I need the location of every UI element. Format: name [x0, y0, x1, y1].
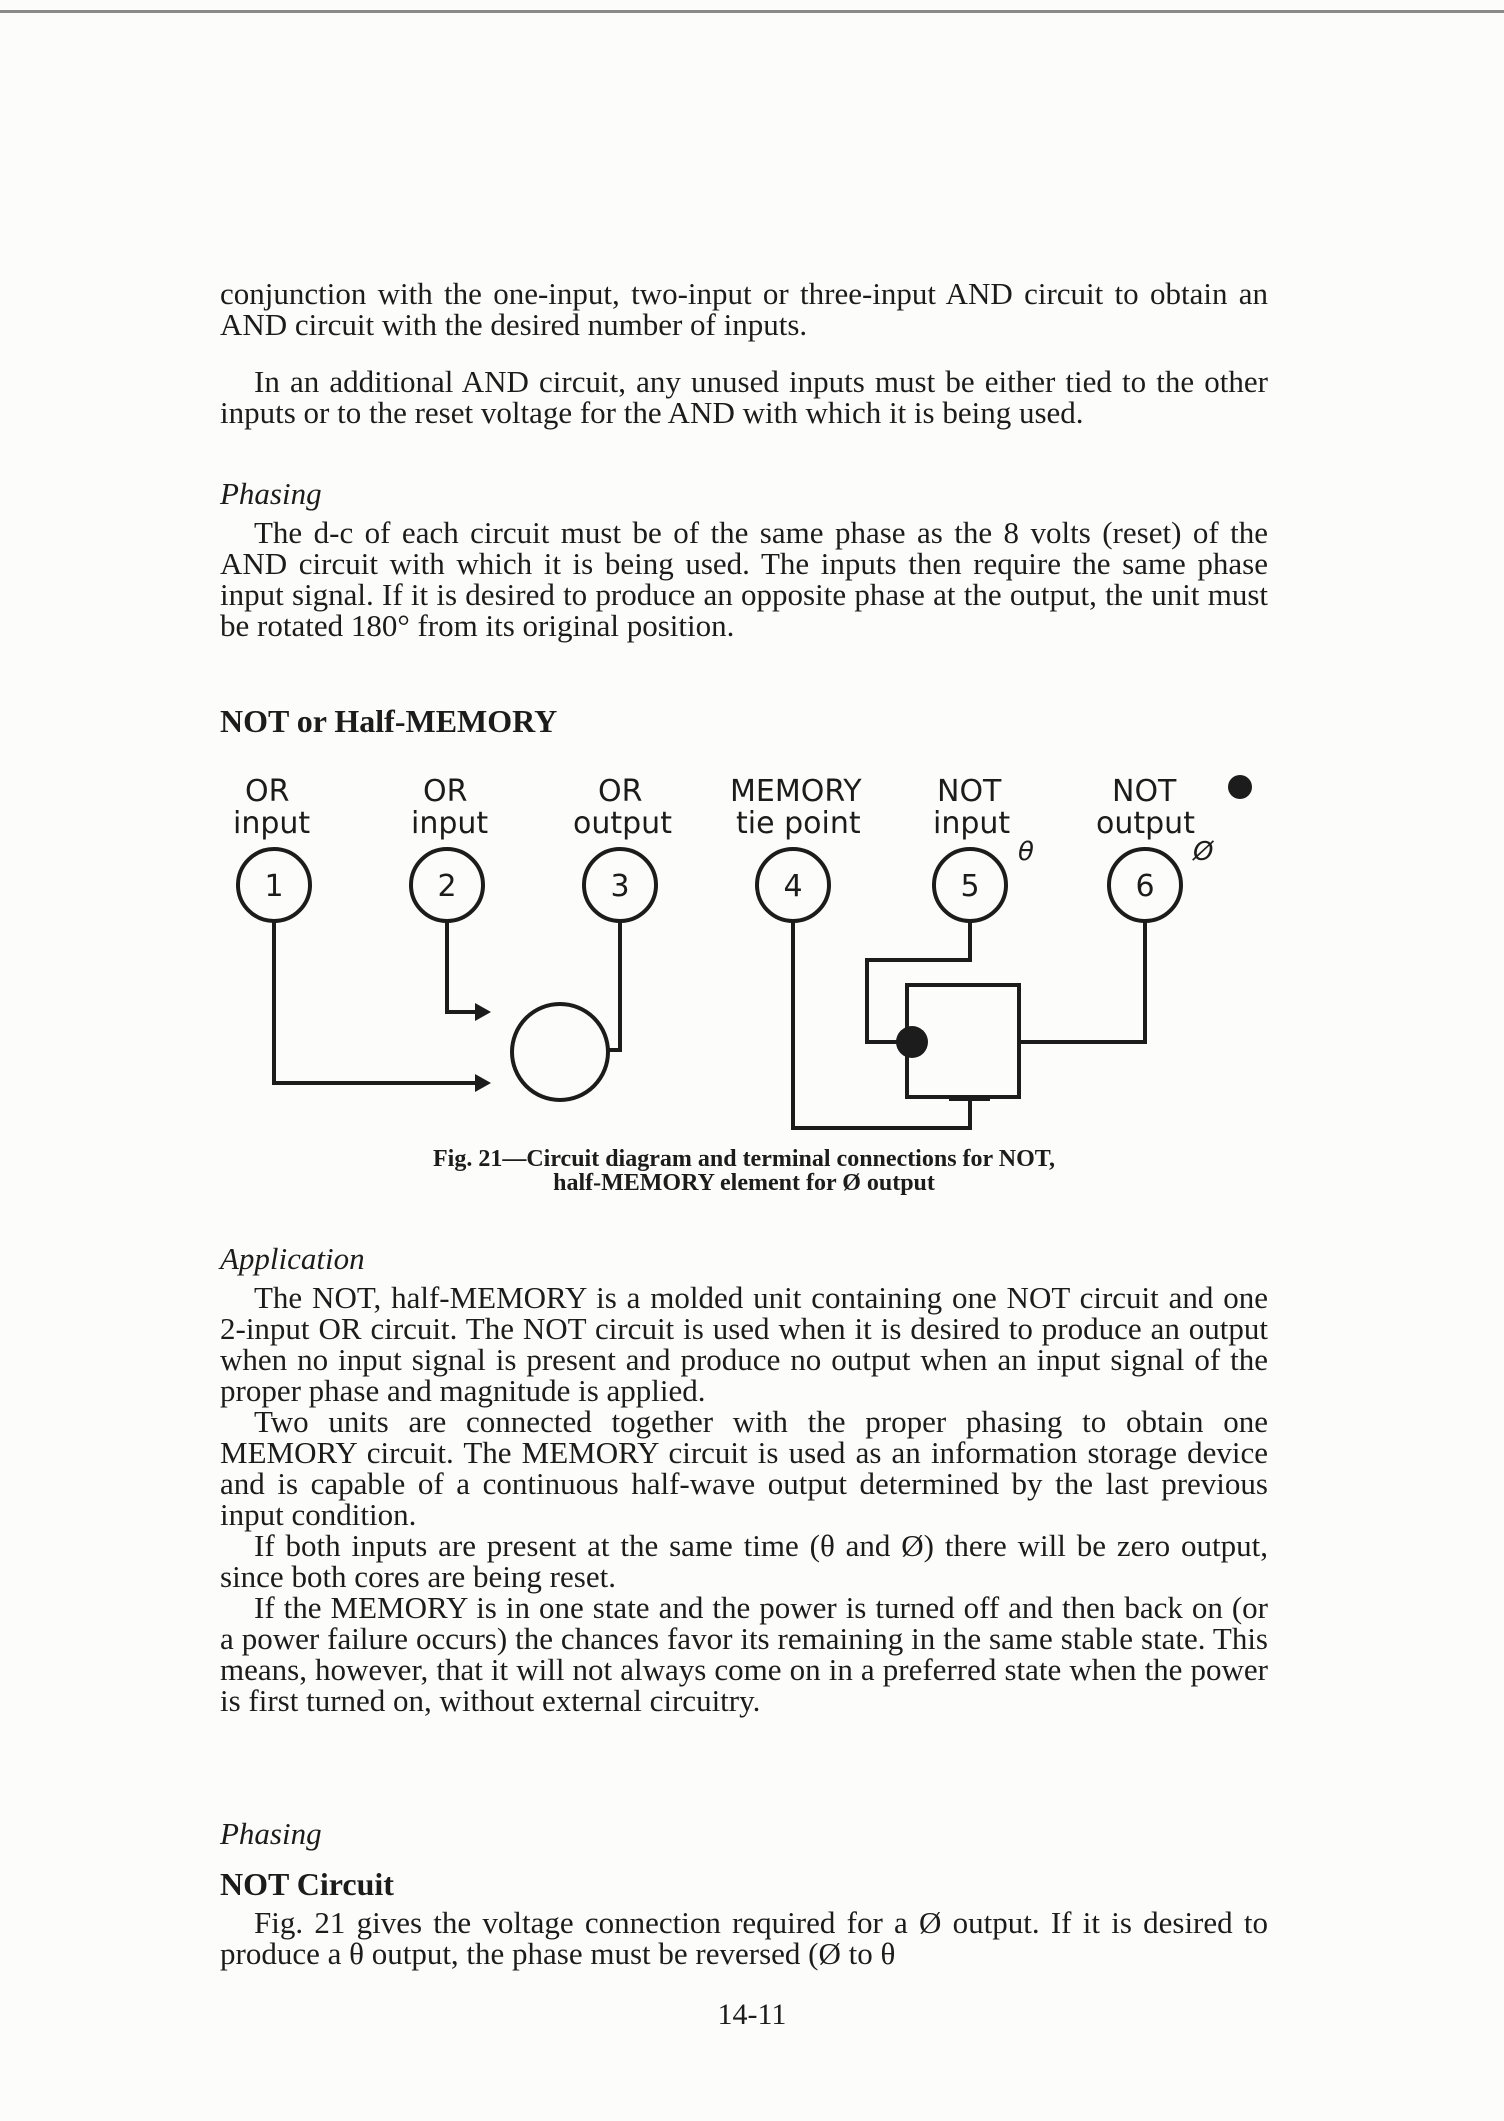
intro-paragraph-1: conjunction with the one-input, two-input or three-input AND circuit to obtain an AND circuit with the desired number of inputs. [220, 276, 1268, 342]
or-gate-circle [512, 1004, 608, 1100]
wire-terminal-5 [867, 921, 970, 1042]
terminal-5-label-2: input [933, 806, 1011, 841]
wire-terminal-6 [1019, 921, 1145, 1042]
application-paragraph-1: The NOT, half-MEMORY is a molded unit containing one NOT circuit and one 2-input OR circuit. The NOT circuit is used when it is desired to produce an output when no input signal is present and produce no output when an input signal of the proper phase and magnitude is applied. [220, 1280, 1268, 1408]
arrow-input-2 [475, 1003, 491, 1021]
not-circuit-paragraph: Fig. 21 gives the voltage connection required for a Ø output. If it is desired to produce a θ output, the phase must be reversed (Ø to θ [220, 1905, 1268, 1971]
terminal-3-label-2: output [573, 806, 672, 841]
arrow-input-1 [475, 1074, 491, 1092]
terminal-1-number: 1 [264, 869, 284, 904]
page-top-rule [0, 10, 1504, 13]
terminal-5-label-1: NOT [937, 774, 1002, 809]
wire-terminal-3 [608, 921, 620, 1050]
application-paragraph-2: Two units are connected together with the proper phasing to obtain one MEMORY circuit. The MEMORY circuit is used as an information storage device and is capable of a continuous half-wave output determined by the last previous input condition. [220, 1404, 1268, 1532]
phi-marker: Ø [1193, 837, 1214, 867]
corner-dot [1228, 775, 1252, 799]
circuit-diagram [215, 760, 1275, 1150]
terminal-4-label-2: tie point [736, 806, 861, 841]
terminal-2-label-2: input [411, 806, 489, 841]
phasing-heading: Phasing [220, 476, 322, 511]
figure-caption-line-1: Fig. 21—Circuit diagram and terminal connections for NOT, [433, 1146, 1055, 1172]
theta-marker: θ [1018, 837, 1034, 867]
not-half-memory-section [220, 704, 1268, 738]
terminal-6-label-1: NOT [1112, 774, 1177, 809]
terminal-2-number: 2 [437, 869, 457, 904]
junction-dot [896, 1026, 928, 1058]
figure-caption [220, 1147, 1268, 1195]
terminal-3-label-1: OR [598, 774, 643, 809]
application-section [220, 1243, 1268, 1716]
intro-paragraph-2: In an additional AND circuit, any unused inputs must be either tied to the other inputs or to the reset voltage for the AND with which it is being used. [220, 364, 1268, 430]
terminal-3-number: 3 [610, 869, 630, 904]
wire-terminal-2 [447, 921, 483, 1012]
wire-terminal-1 [274, 921, 483, 1083]
circuit-figure [215, 760, 1275, 1150]
phasing-section [220, 478, 1268, 641]
page-number: 14-11 [717, 1998, 787, 2031]
terminal-1-label-2: input [233, 806, 311, 841]
application-paragraph-3: If both inputs are present at the same time (θ and Ø) there will be zero output, since both cores are being reset. [220, 1528, 1268, 1594]
terminal-2-label-1: OR [423, 774, 468, 809]
application-paragraph-4: If the MEMORY is in one state and the power is turned off and then back on (or a power failure occurs) the chances favor its remaining in the same stable state. This means, however, that it will not always come on in a preferred state when the power is first turned on, without external circuitry. [220, 1590, 1268, 1718]
terminal-6-label-2: output [1096, 806, 1195, 841]
not-circuit-heading: NOT Circuit [220, 1866, 394, 1902]
section-heading: NOT or Half-MEMORY [220, 703, 558, 739]
intro-block [220, 278, 1268, 428]
phasing-not-section [220, 1818, 1268, 1969]
terminal-6-number: 6 [1135, 869, 1155, 904]
figure-caption-line-2: half-MEMORY element for Ø output [553, 1170, 935, 1196]
terminal-4-number: 4 [783, 869, 803, 904]
phasing-heading-2: Phasing [220, 1816, 322, 1851]
application-heading: Application [220, 1241, 365, 1276]
terminal-1-label-1: OR [245, 774, 290, 809]
phasing-paragraph: The d-c of each circuit must be of the same phase as the 8 volts (reset) of the AND circuit with which it is being used. The inputs then require the same phase input signal. If it is desired to produce an opposite phase at the output, the unit must be rotated 180° from its original position. [220, 515, 1268, 643]
terminal-4-label-1: MEMORY [730, 774, 862, 809]
terminal-5-number: 5 [960, 869, 980, 904]
